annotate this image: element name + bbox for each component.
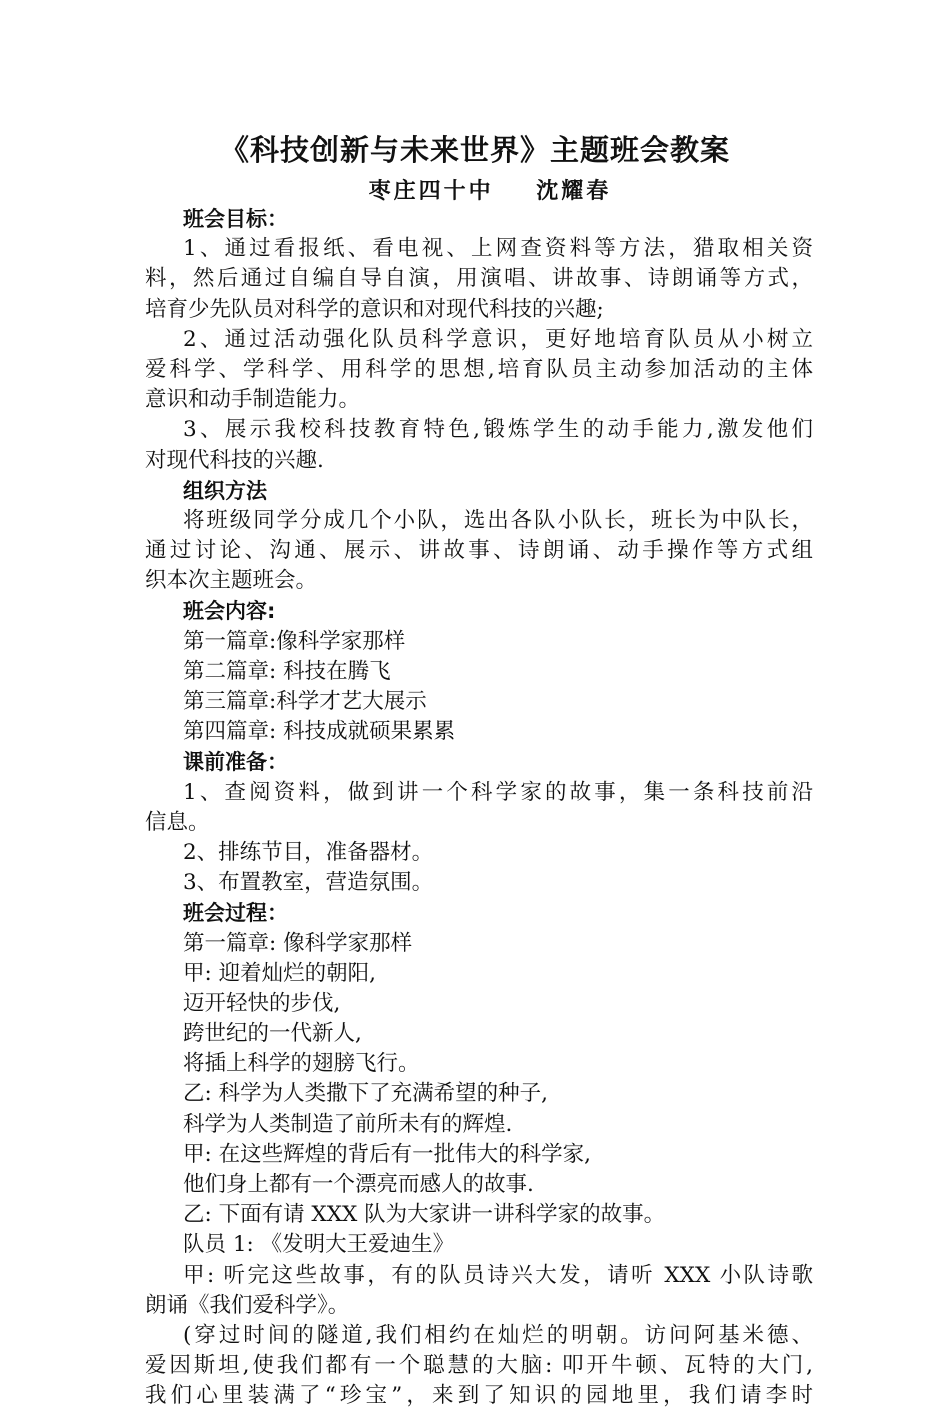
text-line: 将班级同学分成几个小队，选出各队小队长，班长为中队长， <box>183 507 813 533</box>
text-line: 第三篇章:科学才艺大展示 <box>183 689 427 714</box>
text-line: 织本次主题班会。 <box>145 568 318 594</box>
section-heading: 课前准备： <box>183 750 288 775</box>
text-line: 将插上科学的翅膀飞行。 <box>183 1051 420 1077</box>
text-line: 培育少先队员对科学的意识和对现代科技的兴趣; <box>145 296 604 322</box>
text-line: 3、布置教室，营造氛围。 <box>183 870 434 896</box>
text-line: 科学为人类制造了前所未有的辉煌. <box>183 1111 513 1137</box>
text-line: 3、展示我校科技教育特色,锻炼学生的动手能力,激发他们 <box>183 417 813 443</box>
text-line: 信息。 <box>145 809 210 835</box>
text-line: 乙: 科学为人类撒下了充满希望的种子, <box>183 1081 548 1107</box>
text-line: 意识和动手制造能力。 <box>145 387 361 413</box>
text-line: (穿过时间的隧道,我们相约在灿烂的明朝。访问阿基米德、 <box>183 1322 813 1348</box>
text-line: 甲: 听完这些故事，有的队员诗兴大发，请听 XXX 小队诗歌 <box>183 1262 813 1288</box>
text-line: 跨世纪的一代新人, <box>183 1021 362 1047</box>
text-line: 乙: 下面有请 XXX 队为大家讲一讲科学家的故事。 <box>183 1202 666 1228</box>
text-line: 对现代科技的兴趣. <box>145 447 324 473</box>
text-line: 2、通过活动强化队员科学意识，更好地培育队员从小树立 <box>183 326 813 352</box>
text-line: 第一篇章:像科学家那样 <box>183 628 406 654</box>
text-line: 我们心里装满了“珍宝”，来到了知识的园地里，我们请李时 <box>145 1383 813 1409</box>
text-line: 通过讨论、沟通、展示、讲故事、诗朗诵、动手操作等方式组 <box>145 538 813 564</box>
text-line: 甲: 迎着灿烂的朝阳, <box>183 960 376 986</box>
text-line: 2、排练节目，准备器材。 <box>183 839 434 865</box>
text-line: 第四篇章: 科技成就硕果累累 <box>183 719 456 745</box>
section-heading: 组织方法 <box>183 478 267 503</box>
text-line: 第一篇章: 像科学家那样 <box>183 930 413 956</box>
text-line: 1、通过看报纸、看电视、上网查资料等方法，猎取相关资 <box>183 236 813 262</box>
text-line: 他们身上都有一个漂亮而感人的故事. <box>183 1172 534 1197</box>
text-line: 甲: 在这些辉煌的背后有一批伟大的科学家, <box>183 1141 591 1167</box>
section-heading: 班会目标： <box>183 207 288 231</box>
section-heading: 班会过程： <box>183 901 288 926</box>
text-line: 爱因斯坦,使我们都有一个聪慧的大脑: 叩开牛顿、瓦特的大门, <box>145 1353 813 1379</box>
text-line: 1、查阅资料，做到讲一个科学家的故事，集一条科技前沿 <box>183 779 813 805</box>
text-line: 队员 1: 《发明大王爱迪生》 <box>183 1232 455 1258</box>
text-line: 第二篇章: 科技在腾飞 <box>183 658 391 684</box>
document-title: 《科技创新与未来世界》主题班会教案 <box>219 133 730 167</box>
text-line: 朗诵《我们爱科学》。 <box>145 1292 350 1318</box>
text-line: 料，然后通过自编自导自演，用演唱、讲故事、诗朗诵等方式， <box>145 266 813 292</box>
text-line: 迈开轻快的步伐, <box>183 990 341 1016</box>
section-heading: 班会内容: <box>183 599 276 624</box>
document-author: 枣庄四十中 沈耀春 <box>368 178 612 204</box>
text-line: 爱科学、学科学、用科学的思想,培育队员主动参加活动的主体 <box>145 356 813 382</box>
document-body <box>145 204 825 1412</box>
